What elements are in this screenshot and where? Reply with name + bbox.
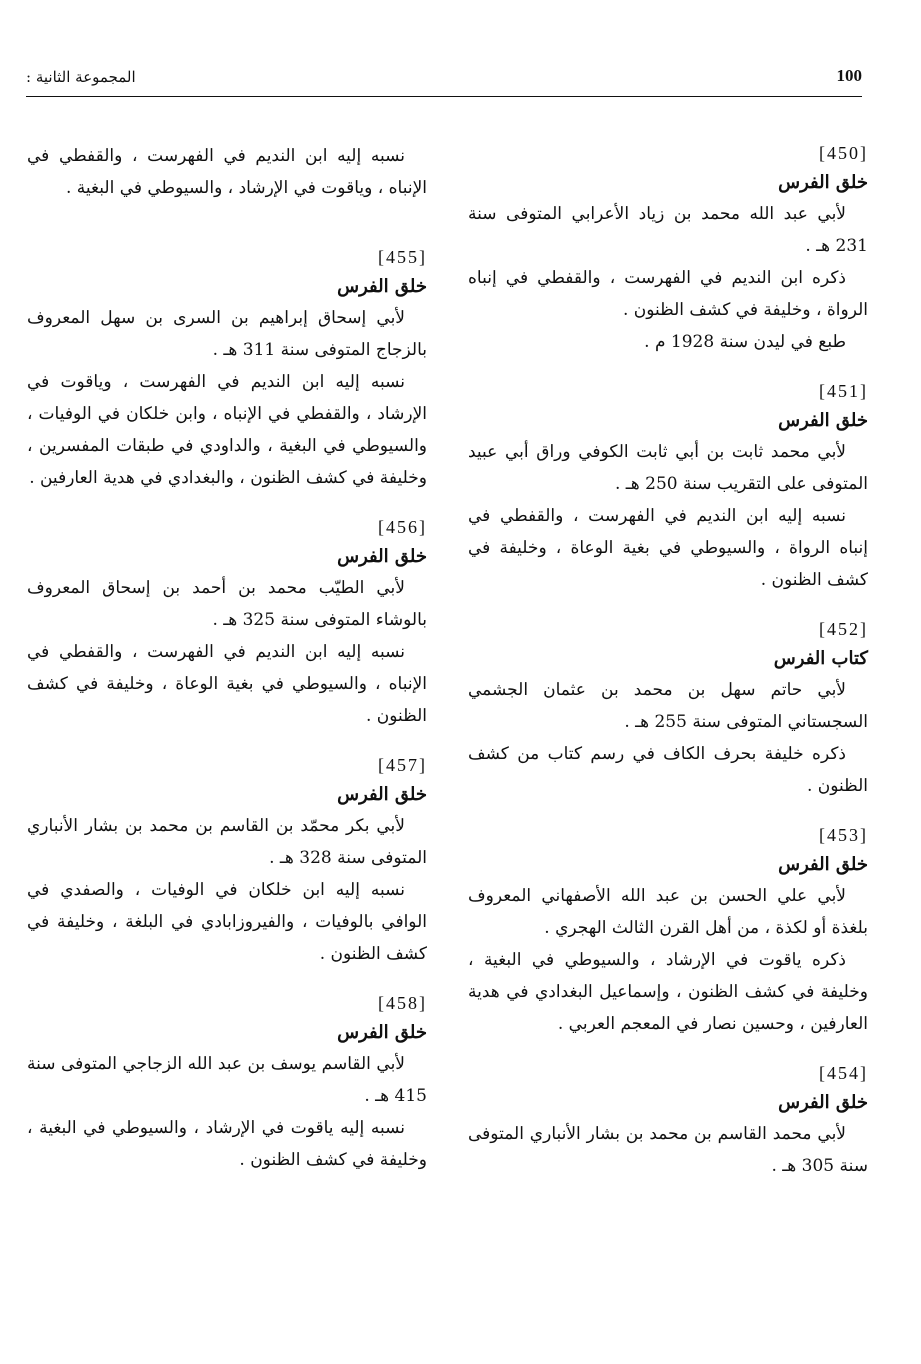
entry-paragraph: ذكره ابن النديم في الفهرست ، والقفطي في إنباه الرواة ، وخليفة في كشف الظنون . [468, 268, 868, 320]
entry-paragraph: نسبه إليه ابن النديم في الفهرست ، وياقوت في الإرشاد ، والقفطي في الإنباه ، وابن خلكان في الوفيات ، والسيوطي في البغية ، والداودي في طبقات المفسرين ، وخليفة في كشف الظنون ، والبغدادي في هدية العارفين . [27, 372, 427, 488]
bibliography-entry [468, 378, 868, 596]
continuation-block [27, 140, 427, 204]
entry-title: خلق الفرس [778, 854, 868, 875]
bibliography-entry [27, 752, 427, 970]
right-column [468, 140, 868, 1202]
entry-title: خلق الفرس [778, 172, 868, 193]
entry-paragraph: نسبه إليه ابن النديم في الفهرست ، والقفطي في الإنباه ، والسيوطي في بغية الوعاة ، وخليفة في كشف الظنون . [27, 642, 427, 726]
entry-number: [452] [819, 619, 868, 639]
entry-paragraph: لأبي محمد ثابت بن أبي ثابت الكوفي وراق أبي عبيد المتوفى على التقريب سنة 250 هـ . [468, 442, 868, 494]
entry-title: خلق الفرس [337, 546, 427, 567]
entry-title: خلق الفرس [337, 784, 427, 805]
entry-paragraph: نسبه إليه ياقوت في الإرشاد ، والسيوطي في البغية ، وخليفة في كشف الظنون . [27, 1118, 427, 1170]
page-number: 100 [836, 66, 862, 85]
entry-number: [458] [378, 993, 427, 1013]
entry-paragraph: لأبي محمد القاسم بن محمد بن بشار الأنباري المتوفى سنة 305 هـ . [468, 1124, 868, 1176]
entry-paragraph: طبع في ليدن سنة 1928 م . [644, 332, 846, 352]
page-header [26, 58, 862, 97]
entry-paragraph: لأبي علي الحسن بن عبد الله الأصفهاني المعروف بلغذة أو لكذة ، من أهل القرن الثالث الهجري . [468, 886, 868, 938]
bibliography-entry [27, 514, 427, 732]
entry-number: [457] [378, 755, 427, 775]
entry-title: خلق الفرس [778, 1092, 868, 1113]
entry-title: خلق الفرس [778, 410, 868, 431]
entry-paragraph: نسبه إليه ابن خلكان في الوفيات ، والصفدي في الوافي بالوفيات ، والفيروزابادي في البلغة ، وخليفة في كشف الظنون . [27, 880, 427, 964]
entry-paragraph: ذكره خليفة بحرف الكاف في رسم كتاب من كشف الظنون . [468, 744, 868, 796]
entry-title: خلق الفرس [337, 276, 427, 297]
entry-title: خلق الفرس [337, 1022, 427, 1043]
entry-paragraph: لأبي بكر محمّد بن القاسم بن محمد بن بشار الأنباري المتوفى سنة 328 هـ . [27, 816, 427, 868]
entry-number: [453] [819, 825, 868, 845]
bibliography-entry [468, 140, 868, 358]
entry-paragraph: لأبي القاسم يوسف بن عبد الله الزجاجي المتوفى سنة 415 هـ . [27, 1054, 427, 1106]
entry-number: [451] [819, 381, 868, 401]
running-title: المجموعة الثانية : [26, 68, 136, 86]
entry-paragraph: لأبي إسحاق إبراهيم بن السرى بن سهل المعروف بالزجاج المتوفى سنة 311 هـ . [27, 308, 427, 360]
bibliography-entry [27, 990, 427, 1176]
left-column [27, 140, 427, 1196]
entry-number: [455] [378, 247, 427, 267]
bibliography-entry [468, 1060, 868, 1182]
bibliography-entry [468, 616, 868, 802]
entry-paragraph: لأبي حاتم سهل بن محمد بن عثمان الجشمي السجستاني المتوفى سنة 255 هـ . [468, 680, 868, 732]
entry-number: [450] [819, 143, 868, 163]
entry-number: [454] [819, 1063, 868, 1083]
entry-paragraph: نسبه إليه ابن النديم في الفهرست ، والقفطي في إنباه الرواة ، والسيوطي في بغية الوعاة ، وخليفة في كشف الظنون . [468, 506, 868, 590]
entry-number: [456] [378, 517, 427, 537]
entry-title: كتاب الفرس [773, 648, 868, 669]
entry-paragraph: ذكره ياقوت في الإرشاد ، والسيوطي في البغية ، وخليفة في كشف الظنون ، وإسماعيل البغدادي في هدية العارفين ، وحسين نصار في المعجم العربي . [468, 950, 868, 1034]
continuation-text: نسبه إليه ابن النديم في الفهرست ، والقفطي في الإنباه ، وياقوت في الإرشاد ، والسيوطي في البغية . [27, 146, 427, 198]
bibliography-entry [27, 244, 427, 494]
bibliography-entry [468, 822, 868, 1040]
entry-paragraph: لأبي الطيّب محمد بن أحمد بن إسحاق المعروف بالوشاء المتوفى سنة 325 هـ . [27, 578, 427, 630]
entry-paragraph: لأبي عبد الله محمد بن زياد الأعرابي المتوفى سنة 231 هـ . [468, 204, 868, 256]
